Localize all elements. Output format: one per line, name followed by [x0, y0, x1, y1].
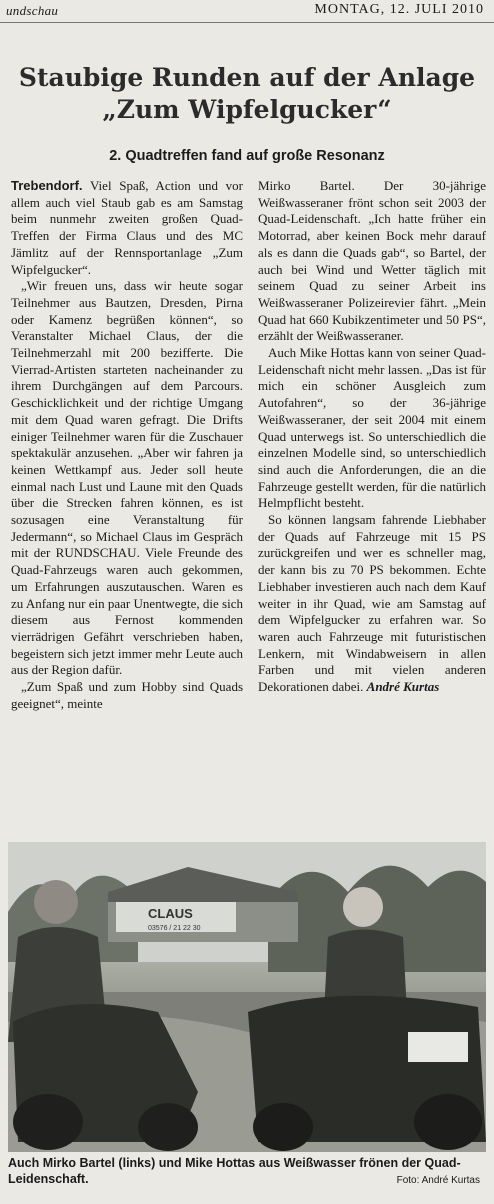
issue-date: MONTAG, 12. JULI 2010 [314, 2, 484, 17]
paragraph: „Zum Spaß und zum Hobby sind Quads geeignet“, meinte [11, 679, 243, 711]
page-header [0, 0, 494, 23]
headline-line-1: Staubige Runden auf der Anlage [18, 63, 476, 92]
photo-illustration [8, 842, 486, 1152]
sign-phone: 03576 / 21 22 30 [148, 925, 201, 932]
paragraph [11, 178, 243, 278]
paragraph: „Wir freuen uns, dass wir heute sogar Teilnehmer aus Bautzen, Dresden, Pirna oder Kamenz begrüßen können“, so Veranstalter Michael Claus, der die Teilnehmerzahl mit 200 bezifferte. Die Vierrad-Artisten starteten nacheinander zu ihrem Durchgängen auf dem Parcours. Geschicklichkeit und der richtige Umgang mit dem Quad waren gefragt. Die Drifts einiger Teilnehmer waren für die Zuschauer spektakulär anzusehen. „Aber wir fahren ja keinen Wettkampf aus. Jeder soll heute einmal nach Lust und Laune mit den Quads über die Strecken fahren können, es ist sozusagen eine Veranstaltung für Jedermann“, so Michael Claus im Gespräch mit der RUNDSCHAU. Viele Freunde des Quad-Fahrzeugs waren auch gekommen, um Erfahrungen auszutauschen. Waren es zu Anfang nur ein paar Unentwegte, die sich diesem aus Fernost kommenden vierrädrigen Gefährt verschrieben haben, begeistern sich jetzt immer mehr Leute auch aus der Region dafür. [11, 278, 243, 678]
author-byline: André Kurtas [366, 679, 440, 695]
dateline: Trebendorf. [11, 178, 83, 193]
sign-text: CLAUS [148, 906, 193, 921]
headline-line-2: „Zum Wipfelgucker“ [102, 95, 392, 124]
subheadline: 2. Quadtreffen fand auf große Resonanz [109, 148, 385, 164]
paragraph-text: Viel Spaß, Action und vor allem auch viel Staub gab es am Samstag beim nunmehr zweiten großen Quad-Treffen der Firma Claus und des MC Jämlitz auf der Rennsportanlage „Zum Wipfelgucker“. [11, 178, 243, 277]
article-column-2 [258, 178, 486, 696]
paragraph-text: So können langsam fahrende Liebhaber der Quads auf Fahrzeuge mit 15 PS zurückgreifen und wer es schneller mag, der kann bis zu 70 PS bekommen. Echte Liebhaber investieren auch nach dem Kauf weiter in ihr Quad, wie am Samstag auf dem Wipfelgucker zu erfahren war. So waren auch Fahrzeuge mit futuristischen Lenkern, mit Windabweisern in allen Farben und mit vielen anderen Dekorationen dabei. [258, 512, 486, 695]
section-name: undschau [6, 3, 59, 18]
photo-credit: Foto: André Kurtas [396, 1175, 480, 1186]
headline [0, 62, 494, 126]
paragraph: Mirko Bartel. Der 30-jährige Weißwasseraner frönt schon seit 2003 der Quad-Leidenschaft. „Ich hatte früher ein Motorrad, aber keinen Bock mehr darauf als es dann die Quads gab“, so Bartel, der auch bei Wind und Wetter täglich mit seinem Quad zu seiner Arbeit ins Weißwasseraner Polizeirevier fährt. „Mein Quad hat 660 Kubikzentimeter und 50 PS“, erzählt der Weißwasseraner. [258, 178, 486, 344]
paragraph [258, 512, 486, 696]
article-column-1 [11, 178, 243, 713]
article-photo [8, 842, 486, 1152]
photo-caption: Auch Mirko Bartel (links) und Mike Hottas aus Weißwasser frönen der Quad-Leidenschaft. [8, 1156, 461, 1186]
paragraph: Auch Mike Hottas kann von seiner Quad-Leidenschaft nicht mehr lassen. „Das ist für mich ein schöner Ausgleich zum Autofahren“, so der 36-jährige Weißwasseraner, der seit 2004 mit einem Quad unterwegs ist. So unterschiedlich die einzelnen Modelle sind, so unterschiedlich sind auch die Anforderungen, die an die Fahrzeuge gestellt werden, für die natürlich Helmpflicht besteht. [258, 345, 486, 511]
